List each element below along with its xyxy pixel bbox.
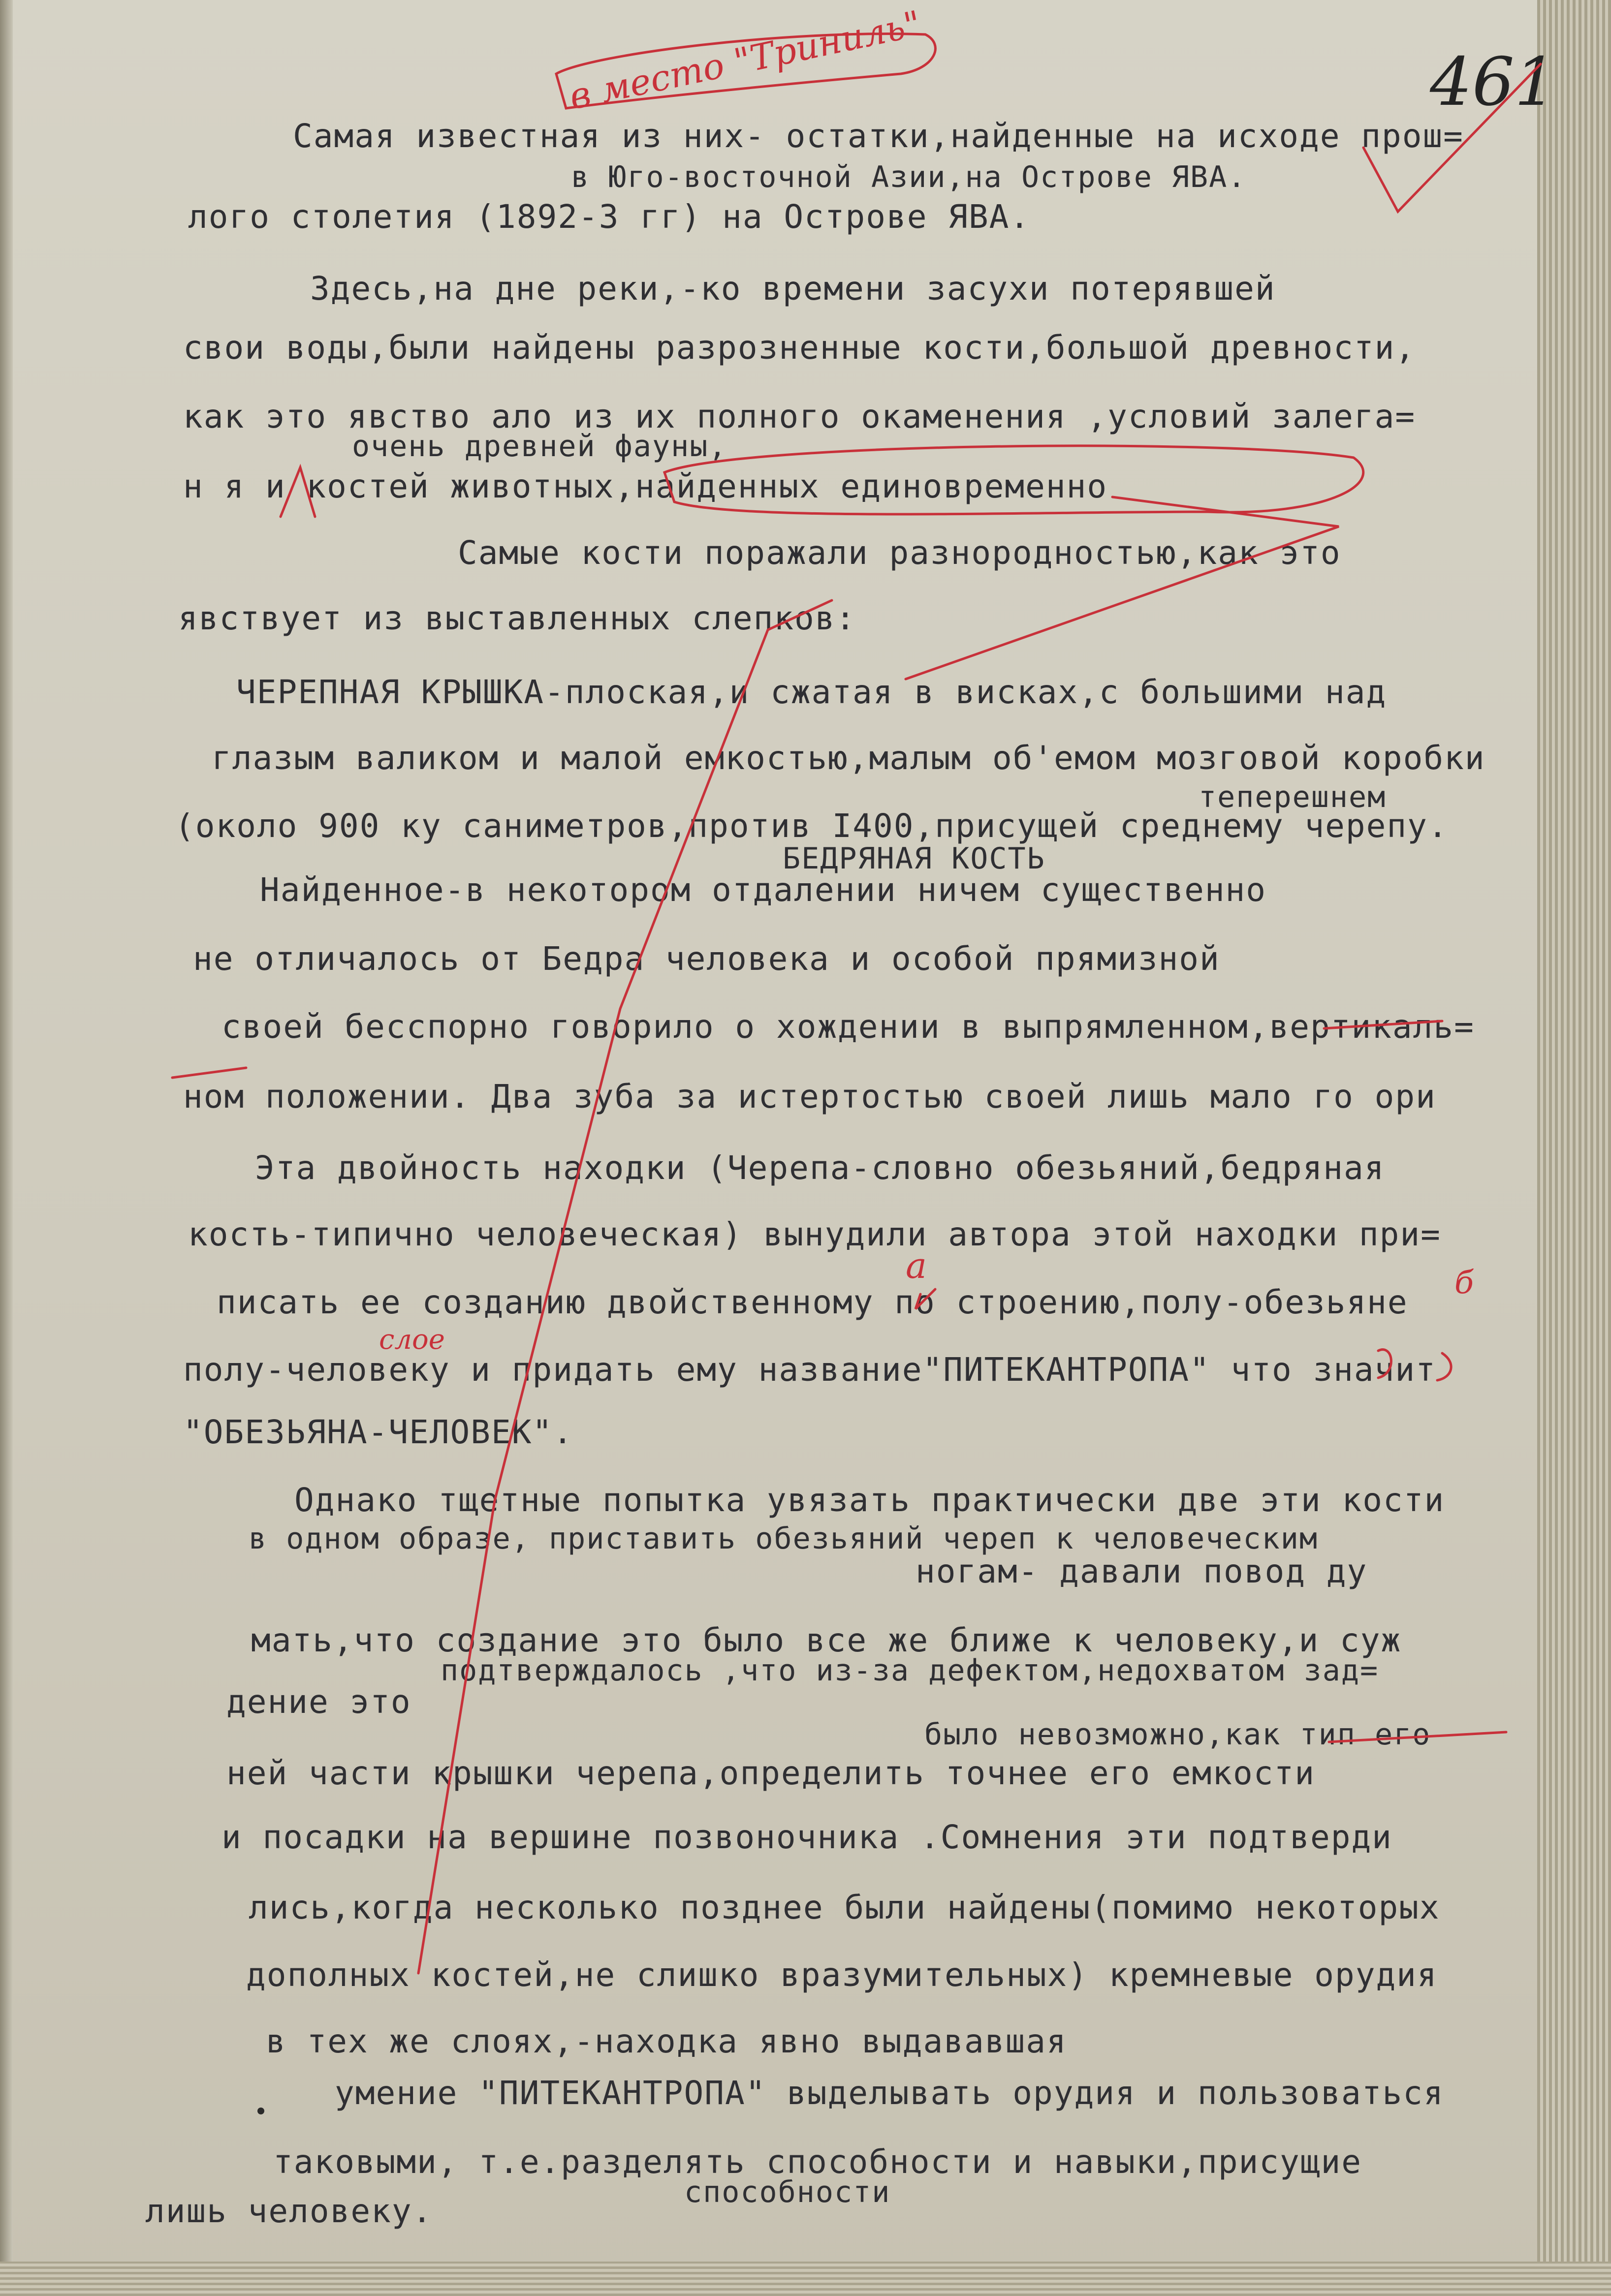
red-check-mark — [1363, 64, 1541, 212]
text-line-12: Найденное-в некотором отдалении ничем существенно — [260, 871, 1267, 909]
text-line-5-insert: очень древней фауны, — [352, 429, 727, 464]
text-line-25: ней части крышки черепа,определить точнее его емкости — [226, 1754, 1315, 1792]
text-line-4: свои воды,были найдены разрозненные кости,большой древности, — [183, 329, 1416, 367]
text-line-15: ном положении. Два зуба за истертостью своей лишь мало го ори — [183, 1078, 1436, 1116]
text-line-31: таковыми, т.е.разделять способности и навыки,присущие — [273, 2143, 1362, 2181]
text-line-9: ЧЕРЕПНАЯ КРЫШКА-плоская,и сжатая в висках,с большими над — [236, 673, 1387, 711]
red-caret-mark — [281, 467, 315, 517]
text-line-7: Самые кости поражали разнородностью,как это — [458, 534, 1341, 572]
text-line-24-insert: было невозможно,как тип его — [924, 1717, 1431, 1752]
annotation-top-note: в место "Триниль" — [566, 2, 925, 118]
text-line-24: дение это — [226, 1683, 411, 1721]
text-line-20: "ОБЕЗЬЯНА-ЧЕЛОВЕК". — [183, 1413, 573, 1451]
text-line-32: лишь человеку. — [145, 2192, 433, 2230]
red-mark-z — [1378, 1350, 1391, 1378]
text-line-29: в тех же слоях,-находка явно выдававшая — [266, 2022, 1067, 2060]
text-line-14: своей бесспорно говорило о хождении в выпрямленном,вертикаль= — [221, 1008, 1475, 1046]
text-line-3: Здесь,на дне реки,-ко времени засухи потерявшей — [310, 270, 1276, 308]
annotation-word-sloe: слое — [379, 1324, 445, 1356]
text-line-8: явствует из выставленных слепков: — [178, 599, 856, 637]
page-number: 461 — [1430, 43, 1557, 121]
annotation-letter-a: а — [906, 1245, 927, 1286]
red-long-diagonal — [418, 600, 832, 1973]
text-line-23-insert: подтверждалось ,что из-за дефектом,недохватом зад= — [441, 1653, 1379, 1688]
text-line-17: кость-типично человеческая) вынудили автора этой находки при= — [188, 1215, 1441, 1253]
text-line-32-insert: способности — [684, 2175, 891, 2209]
text-line-10: глазым валиком и малой емкостью,малым об'емом мозговой коробки — [212, 739, 1485, 777]
text-line-13: не отличалось от Бедра человека и особой прямизной — [193, 940, 1220, 978]
text-line-21-insert: в одном образе, приставить обезьяний череп к человеческим — [249, 1521, 1319, 1556]
red-oval-mark — [664, 446, 1363, 514]
text-line-26: и посадки на вершине позвоночника .Сомнения эти подтверди — [221, 1818, 1392, 1856]
text-line-6: н я и костей животных,найденных единовременно — [183, 467, 1108, 505]
red-long-diagonal-upper — [906, 497, 1339, 679]
text-line-28: дополных костей,не слишко вразумительных) кремневые орудия — [246, 1956, 1438, 1994]
text-line-22: ногам- давали повод ду — [916, 1552, 1368, 1590]
red-mark-ch — [1437, 1353, 1451, 1380]
text-line-2: лого столетия (1892-3 гг) на Острове ЯВА. — [188, 198, 1031, 236]
text-line-16: Эта двойность находки (Черепа-словно обезьяний,бедряная — [255, 1149, 1385, 1187]
heading-femur: БЕДРЯНАЯ КОСТЬ — [783, 841, 1045, 876]
ink-dots — [257, 2108, 264, 2114]
text-line-23: мать,что создание это было все же ближе к человеку,и суж — [251, 1621, 1402, 1659]
red-loop-top-note — [556, 34, 935, 108]
text-line-21: Однако тщетные попытка увязать практически две эти кости — [294, 1481, 1445, 1519]
red-underline-2 — [172, 1068, 246, 1078]
text-line-1-insert: в Юго-восточной Азии,на Острове ЯВА. — [571, 160, 1247, 194]
text-line-11: (около 900 ку саниметров,против I400,присущей среднему черепу. — [175, 807, 1449, 845]
annotation-letter-b: б — [1454, 1265, 1474, 1301]
text-line-19: полу-человеку и придать ему название"ПИТЕКАНТРОПА" что значит — [183, 1351, 1436, 1389]
text-line-18: писать ее созданию двойственному по строению,полу-обезьяне — [217, 1283, 1408, 1321]
text-line-30: умение "ПИТЕКАНТРОПА" выделывать орудия и пользоваться — [335, 2074, 1444, 2112]
text-line-1: Самая известная из них- остатки,найденные на исходе прош= — [293, 117, 1464, 155]
text-line-5: как это явство ало из их полного окаменения ,условий залега= — [183, 398, 1416, 435]
text-line-27: лись,когда несколько позднее были найдены(помимо некоторых — [249, 1889, 1440, 1926]
red-caret-a — [916, 1289, 935, 1309]
red-underline-3 — [1329, 1732, 1506, 1742]
text-line-10-insert: теперешнем — [1199, 780, 1387, 814]
red-underline-1 — [1324, 1021, 1442, 1028]
